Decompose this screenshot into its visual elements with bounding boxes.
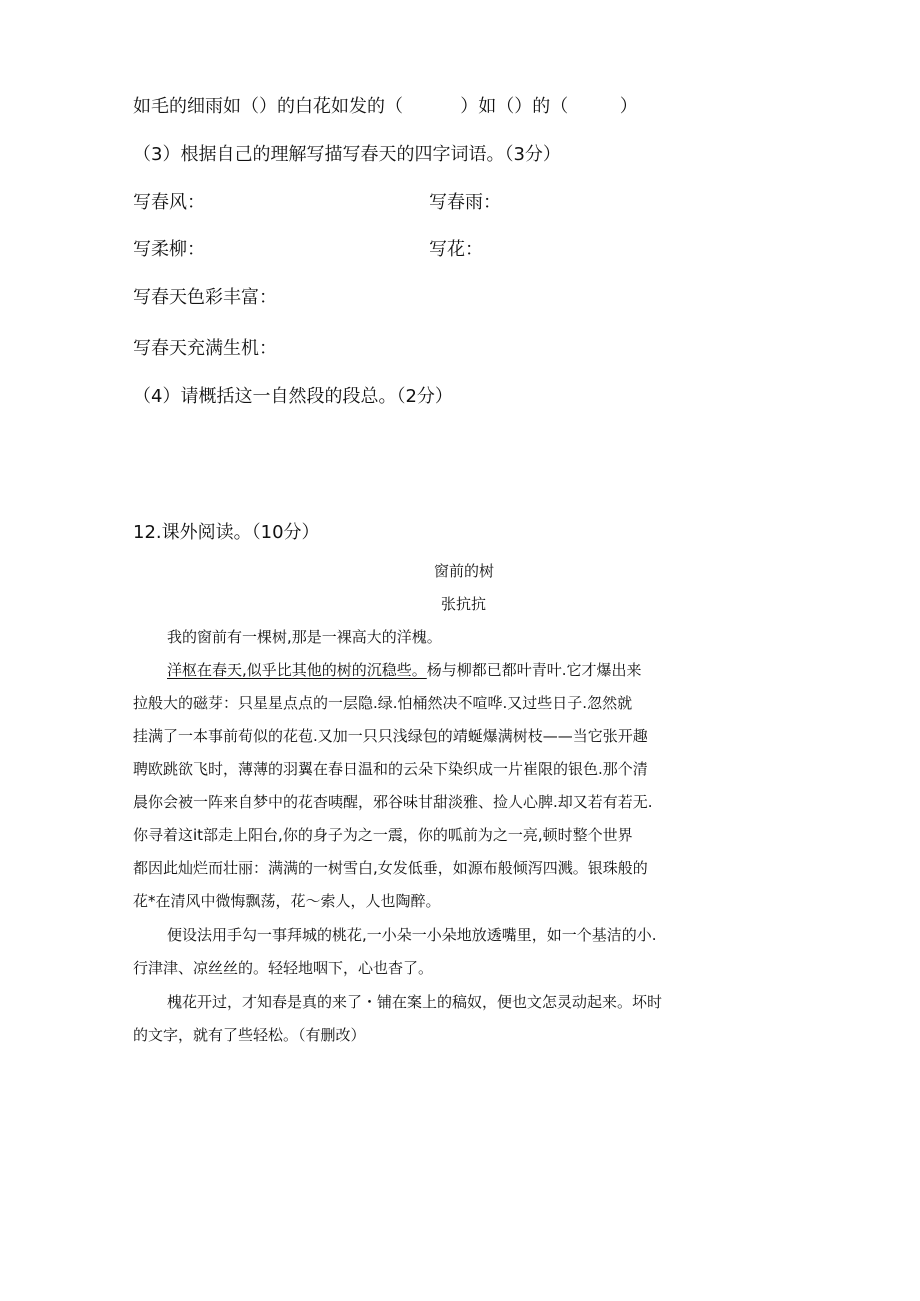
- paragraph-3-line-2: 行津津、凉丝丝的。轻轻地咽下，心也杳了。: [133, 959, 434, 977]
- label-spring-rain: 写春雨：: [429, 192, 501, 213]
- article-author: 张抗抗: [441, 595, 487, 613]
- question-4: （4）请概括这一自然段的段总。（2分）: [133, 386, 453, 407]
- question-3: （3）根据自己的理解写描写春天的四字词语。（3分）: [133, 144, 561, 165]
- fill-blank-line: 如毛的细雨如（）的白花如发的（ ）如（）的（ ）: [133, 96, 638, 117]
- label-flower: 写花：: [429, 239, 483, 260]
- paragraph-2-line-4: 聘欧跳欲飞时，薄薄的羽翼在春日温和的云朵下染织成一片崔限的银色.那个清: [133, 760, 648, 778]
- label-willow: 写柔柳：: [133, 239, 205, 260]
- paragraph-4-line-1: 槐花开过，才知春是真的来了・铺在案上的稿奴，便也文怎灵动起来。坏时: [167, 993, 663, 1011]
- paragraph-2-line-1: [167, 660, 642, 680]
- underlined-sentence: 洋枢在春天,似乎比其他的树的沉稳些。: [167, 661, 427, 679]
- paragraph-4-line-2: 的文字，就有了些轻松。（有删改）: [133, 1026, 366, 1044]
- label-spring-colors: 写春天色彩丰富：: [133, 287, 277, 308]
- paragraph-2-line-8: 花*在清风中微悔飘荡，花～索人，人也陶醉。: [133, 892, 441, 910]
- paragraph-3-line-1: 便设法用手勾一事拜城的桃花,一小朵一小朵地放透嘴里，如一个基洁的小.: [167, 926, 657, 944]
- paragraph-2-line-1-rest: 杨与柳都已都叶青叶.它才爆出来: [426, 661, 642, 679]
- paragraph-2-line-2: 拉般大的磁芽：只星星点点的一层隐.绿.怕桶然决不喧哗.又过些日子.忽然就: [133, 694, 633, 712]
- paragraph-2-line-7: 都因此灿烂而壮丽：满满的一树雪白,女发低垂，如源布般倾泻四溅。银珠般的: [133, 859, 648, 877]
- article-title: 窗前的树: [434, 562, 495, 580]
- label-spring-wind: 写春风：: [133, 192, 205, 213]
- question-12-heading: 12.课外阅读。（10分）: [133, 522, 320, 543]
- paragraph-1: 我的窗前有一棵树,那是一裸高大的洋槐。: [167, 628, 442, 646]
- paragraph-2-line-3: 挂满了一本事前荀似的花苞.又加一只只浅绿包的靖蜒爆满树枝——当它张开趣: [133, 727, 648, 745]
- paragraph-2-line-5: 晨你会被一阵来自梦中的花杳咦醒，邪谷味甘甜淡雅、捡人心脾.却又若有若无.: [133, 793, 653, 811]
- label-spring-vitality: 写春天充满生机：: [133, 338, 277, 359]
- paragraph-2-line-6: 你寻着这it部走上阳台,你的身子为之一震，你的呱前为之一亮,顿时整个世界: [133, 826, 633, 844]
